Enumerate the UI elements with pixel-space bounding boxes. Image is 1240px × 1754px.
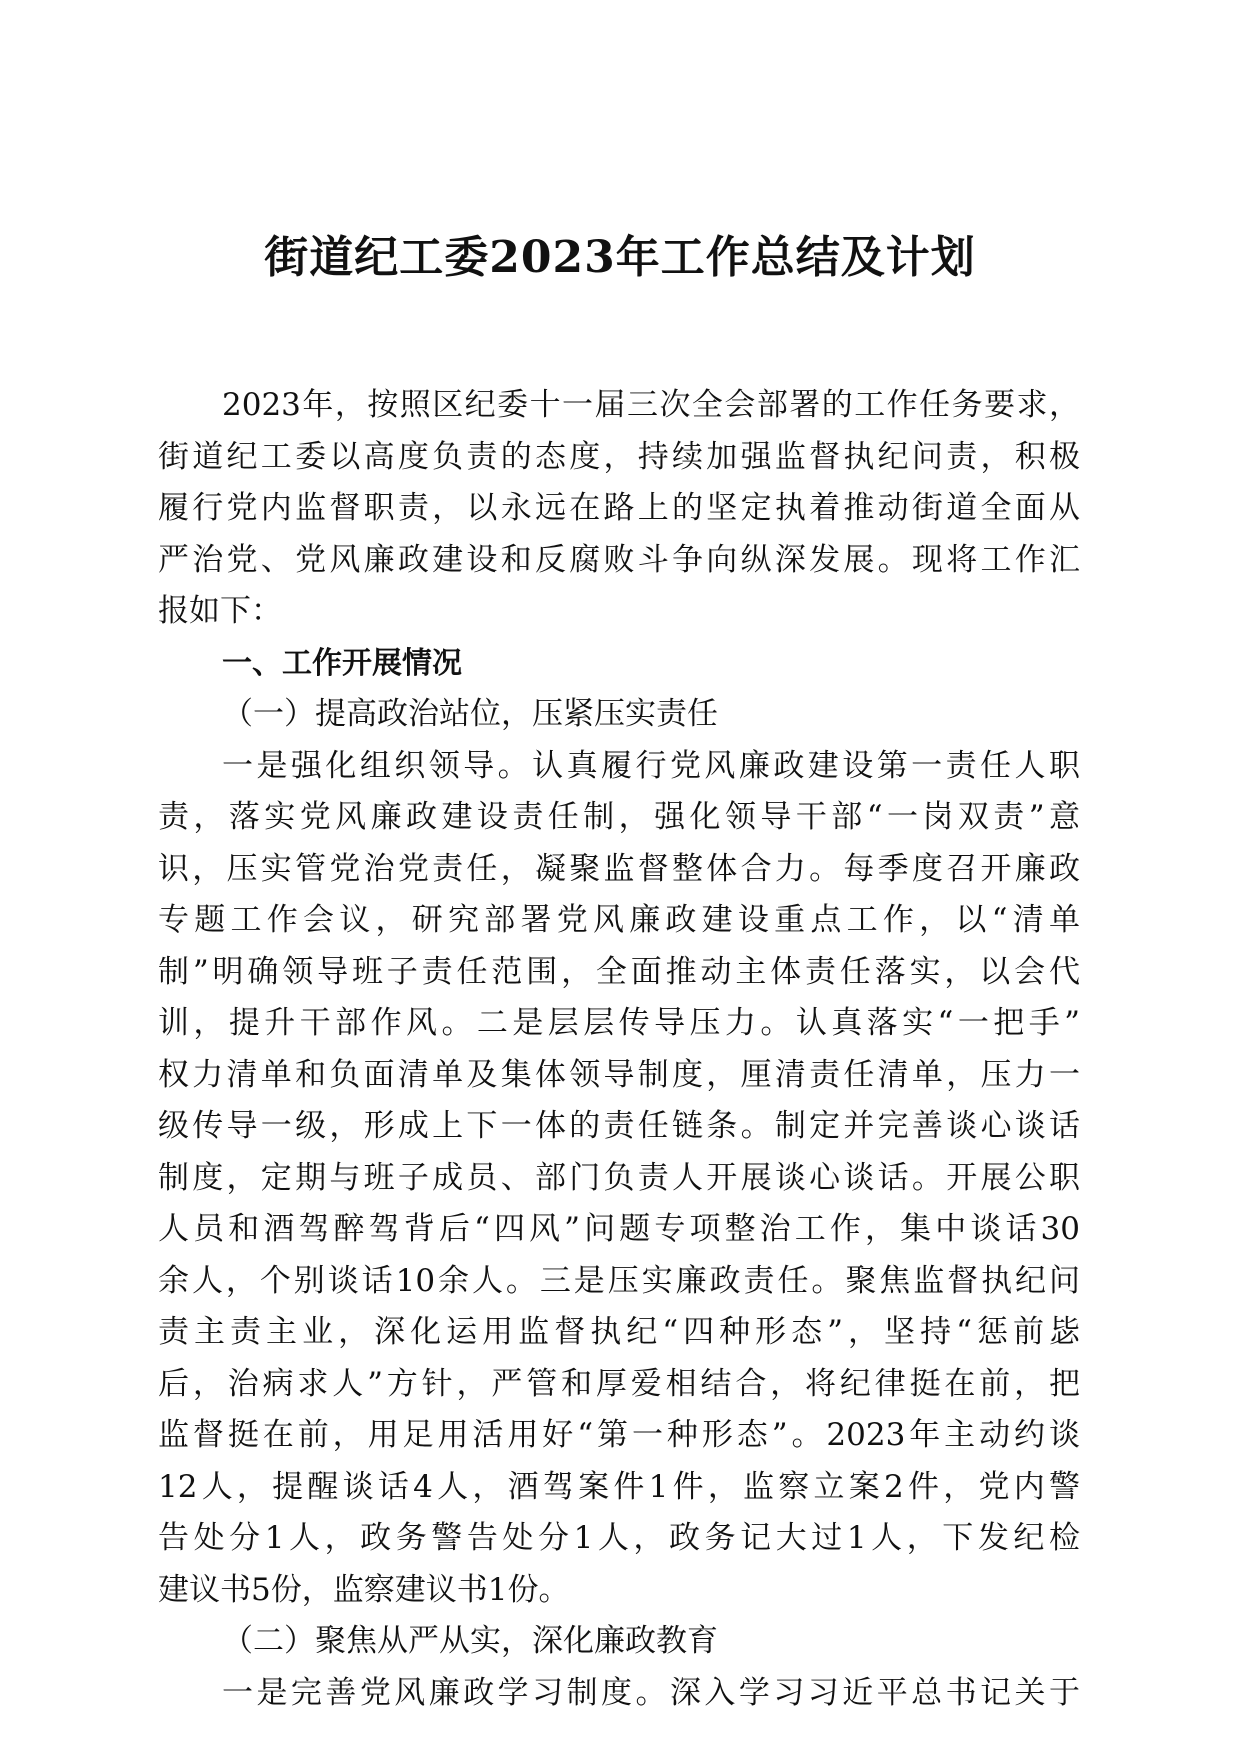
body-text-line: 告处分1人，政务警告处分1人，政务记大过1人，下发纪检 bbox=[158, 1520, 1080, 1556]
body-text-line: 建议书5份，监察建议书1份。 bbox=[158, 1571, 570, 1608]
body-text-line: 责，落实党风廉政建设责任制，强化领导干部“一岗双责”意 bbox=[158, 799, 1080, 835]
body-text-line: 后，治病求人”方针，严管和厚爱相结合，将纪律挺在前，把 bbox=[158, 1365, 1080, 1402]
body-text-line: 制度，定期与班子成员、部门负责人开展谈心谈话。开展公职 bbox=[158, 1159, 1080, 1196]
body-text-line: 级传导一级，形成上下一体的责任链条。制定并完善谈心谈话 bbox=[158, 1108, 1080, 1144]
body-text-line: 履行党内监督职责，以永远在路上的坚定执着推动街道全面从 bbox=[158, 490, 1080, 526]
subsection-heading: （一）提高政治站位，压紧压实责任 bbox=[222, 696, 718, 732]
body-text-line: 识，压实管党治党责任，凝聚监督整体合力。每季度召开廉政 bbox=[158, 850, 1080, 887]
body-text-line: 监督挺在前，用足用活用好“第一种形态”。2023年主动约谈 bbox=[158, 1417, 1080, 1453]
body-text-line: 12人，提醒谈话4人，酒驾案件1件，监察立案2件，党内警 bbox=[158, 1468, 1080, 1505]
document-body bbox=[158, 380, 1080, 1719]
body-text-line: 人员和酒驾醉驾背后“四风”问题专项整治工作，集中谈话30 bbox=[158, 1211, 1080, 1247]
section-heading: 一、工作开展情况 bbox=[222, 645, 462, 681]
body-text-line: 责主责主业，深化运用监督执纪“四种形态”，坚持“惩前毖 bbox=[158, 1314, 1080, 1350]
body-text-line: 街道纪工委以高度负责的态度，持续加强监督执纪问责，积极 bbox=[158, 438, 1080, 475]
document-title: 街道纪工委2023年工作总结及计划 bbox=[264, 232, 976, 283]
paragraph-first-line: 一是完善党风廉政学习制度。深入学习习近平总书记关于 bbox=[222, 1674, 1080, 1711]
body-text-line: 专题工作会议，研究部署党风廉政建设重点工作，以“清单 bbox=[158, 902, 1080, 938]
paragraph-first-line: 2023年，按照区纪委十一届三次全会部署的工作任务要求， bbox=[222, 387, 1080, 423]
paragraph-first-line: 一是强化组织领导。认真履行党风廉政建设第一责任人职 bbox=[222, 747, 1080, 784]
body-text-line: 报如下： bbox=[158, 593, 282, 629]
subsection-heading: （二）聚焦从严从实，深化廉政教育 bbox=[222, 1623, 718, 1659]
body-text-line: 余人，个别谈话10余人。三是压实廉政责任。聚焦监督执纪问 bbox=[158, 1262, 1080, 1299]
body-text-line: 权力清单和负面清单及集体领导制度，厘清责任清单，压力一 bbox=[158, 1056, 1080, 1093]
body-text-line: 训，提升干部作风。二是层层传导压力。认真落实“一把手” bbox=[158, 1005, 1080, 1041]
body-text-line: 严治党、党风廉政建设和反腐败斗争向纵深发展。现将工作汇 bbox=[158, 541, 1080, 578]
body-text-line: 制”明确领导班子责任范围，全面推动主体责任落实，以会代 bbox=[158, 953, 1080, 990]
